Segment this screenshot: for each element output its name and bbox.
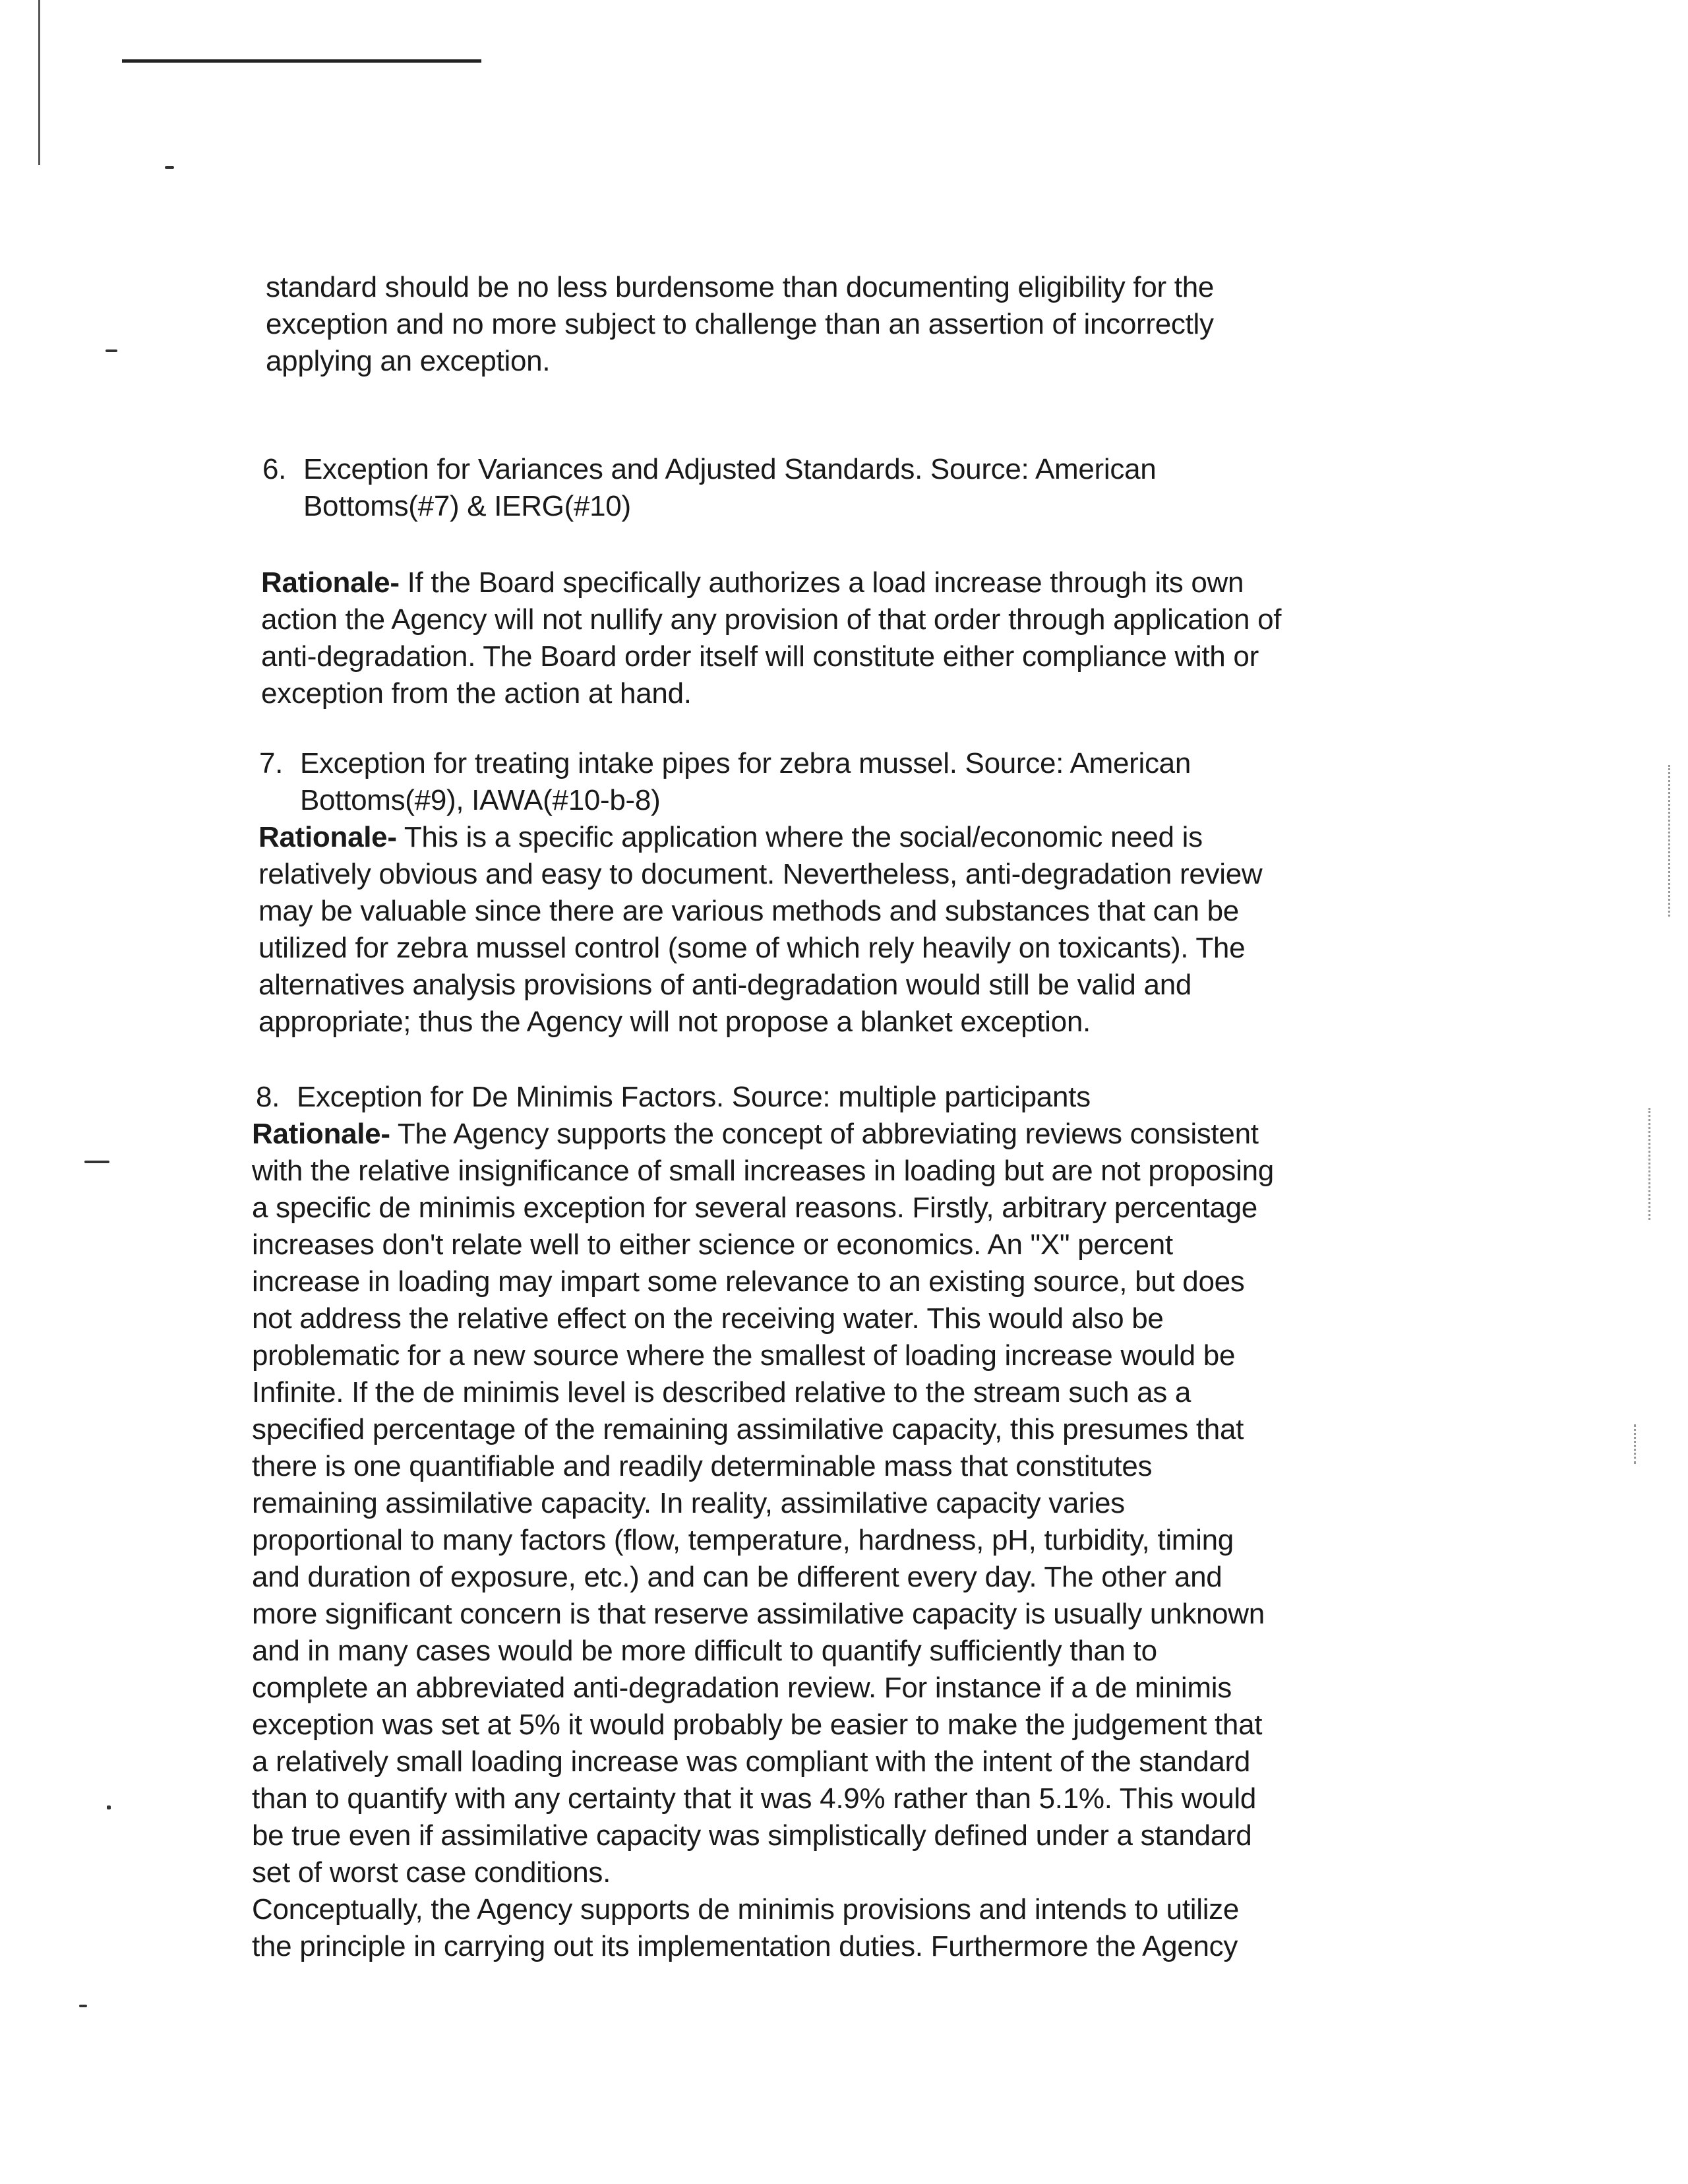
item-8-heading	[256, 1079, 1091, 1116]
header-rule	[122, 59, 481, 63]
text-line: appropriate; thus the Agency will not propose a blanket exception.	[258, 1006, 1091, 1038]
item-number: 8.	[256, 1081, 280, 1113]
scan-edge-marks	[1634, 1424, 1639, 1464]
text-line: not address the relative effect on the receiving water. This would also be	[252, 1302, 1164, 1335]
item-title: Exception for De Minimis Factors. Source: multiple participants	[297, 1081, 1091, 1113]
scan-speck	[79, 2005, 87, 2007]
item-title-continued: Bottoms(#7) & IERG(#10)	[303, 490, 631, 522]
intro-paragraph	[266, 269, 1214, 380]
item-8-rationale	[252, 1116, 1274, 1965]
text-line: increases don't relate well to either science or economics. An "X" percent	[252, 1228, 1173, 1261]
item-title: Exception for treating intake pipes for zebra mussel. Source: American	[300, 747, 1191, 779]
item-6-rationale	[261, 564, 1281, 712]
rationale-text: The Agency supports the concept of abbreviating reviews consistent	[390, 1118, 1259, 1150]
rationale-label: Rationale-	[258, 821, 397, 853]
text-line: a relatively small loading increase was compliant with the intent of the standard	[252, 1745, 1251, 1778]
rationale-first-line	[252, 1116, 1274, 1153]
item-7-rationale	[258, 819, 1262, 1041]
text-line: and duration of exposure, etc.) and can be different every day. The other and	[252, 1561, 1222, 1593]
text-line: standard should be no less burdensome than documenting eligibility for the	[266, 271, 1215, 303]
text-line: and in many cases would be more difficult to quantify sufficiently than to	[252, 1635, 1157, 1667]
text-line: increase in loading may impart some relevance to an existing source, but does	[252, 1265, 1245, 1298]
text-line: a specific de minimis exception for several reasons. Firstly, arbitrary percentage	[252, 1192, 1257, 1224]
scan-edge-marks	[1648, 1108, 1653, 1220]
rationale-first-line	[261, 564, 1281, 601]
item-7-heading	[259, 745, 1191, 819]
text-line: be true even if assimilative capacity was simplistically defined under a standard	[252, 1819, 1252, 1852]
text-line: remaining assimilative capacity. In reality, assimilative capacity varies	[252, 1487, 1125, 1519]
text-line: than to quantify with any certainty that it was 4.9% rather than 5.1%. This would	[252, 1782, 1257, 1815]
text-line: action the Agency will not nullify any provision of that order through application of	[261, 603, 1282, 636]
rationale-text: This is a specific application where the social/economic need is	[396, 821, 1203, 853]
rationale-text: If the Board specifically authorizes a load increase through its own	[399, 566, 1244, 599]
rationale-label: Rationale-	[261, 566, 400, 599]
rationale-first-line	[258, 819, 1262, 856]
text-line: applying an exception.	[266, 345, 551, 377]
text-line: exception was set at 5% it would probably be easier to make the judgement that	[252, 1709, 1263, 1741]
text-line: more significant concern is that reserve assimilative capacity is usually unknown	[252, 1598, 1265, 1630]
text-line: anti-degradation. The Board order itself will constitute either compliance with or	[261, 640, 1259, 673]
text-line: specified percentage of the remaining assimilative capacity, this presumes that	[252, 1413, 1244, 1445]
item-number: 6.	[262, 453, 287, 485]
text-line: set of worst case conditions.	[252, 1856, 611, 1889]
text-line: Conceptually, the Agency supports de minimis provisions and intends to utilize	[252, 1893, 1240, 1926]
item-number: 7.	[259, 747, 284, 779]
scan-edge-marks	[1668, 765, 1673, 917]
text-line: utilized for zebra mussel control (some of which rely heavily on toxicants). The	[258, 932, 1246, 964]
text-line: may be valuable since there are various methods and substances that can be	[258, 895, 1239, 927]
text-line: the principle in carrying out its implementation duties. Furthermore the Agency	[252, 1930, 1238, 1962]
item-title-continued: Bottoms(#9), IAWA(#10-b-8)	[300, 784, 661, 816]
text-line: there is one quantifiable and readily determinable mass that constitutes	[252, 1450, 1153, 1482]
rationale-label: Rationale-	[252, 1118, 390, 1150]
text-line: Infinite. If the de minimis level is described relative to the stream such as a	[252, 1376, 1191, 1409]
item-6-heading	[262, 451, 1156, 525]
scan-speck	[84, 1161, 109, 1163]
text-line: exception and no more subject to challenge than an assertion of incorrectly	[266, 308, 1214, 340]
text-line: alternatives analysis provisions of anti-degradation would still be valid and	[258, 969, 1192, 1001]
scan-speck	[107, 1805, 111, 1809]
text-line: problematic for a new source where the smallest of loading increase would be	[252, 1339, 1236, 1372]
scan-speck	[165, 166, 174, 169]
text-line: relatively obvious and easy to document. Nevertheless, anti-degradation review	[258, 858, 1263, 890]
text-line: proportional to many factors (flow, temperature, hardness, pH, turbidity, timing	[252, 1524, 1234, 1556]
item-title: Exception for Variances and Adjusted Standards. Source: American	[303, 453, 1157, 485]
scan-speck	[106, 349, 117, 352]
text-line: complete an abbreviated anti-degradation review. For instance if a de minimis	[252, 1672, 1232, 1704]
text-line: exception from the action at hand.	[261, 677, 692, 710]
text-line: with the relative insignificance of small increases in loading but are not proposing	[252, 1155, 1274, 1187]
scan-edge-line	[38, 0, 40, 165]
